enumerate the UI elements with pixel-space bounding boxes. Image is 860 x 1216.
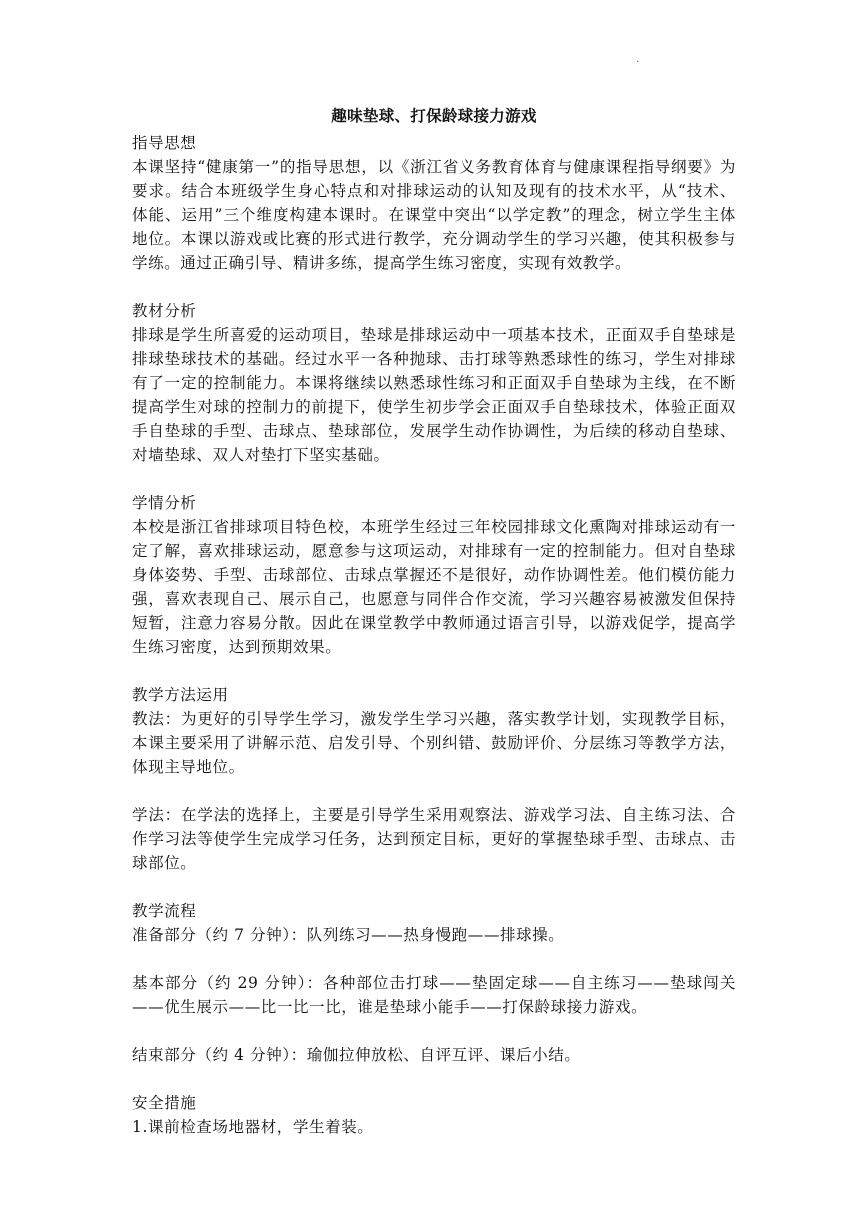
section-heading: 教学方法运用	[132, 686, 229, 704]
paragraph-gap	[132, 875, 736, 899]
section-body: 本校是浙江省排球项目特色校，本班学生经过三年校园排球文化熏陶对排球运动有一定了解，喜欢排球运动，愿意参与这项运动，对排球有一定的控制能力。但对自垫球身体姿势、手型、击球部位、击球点掌握还不是很好，动作协调性差。他们模仿能力强，喜欢表现自己、展示自己，也愿意与同伴合作交流，学习兴趣容易被激发但保持短暂，注意力容易分散。因此在课堂教学中教师通过语言引导，以游戏促学，提高学生练习密度，达到预期效果。	[132, 518, 736, 656]
paragraph-gap	[132, 1019, 736, 1043]
process-basic: 基本部分（约 29 分钟）：各种部位击打球——垫固定球——自主练习——垫球闯关 ——优生展示——比一比一比，谁是垫球小能手——打保龄球接力游戏。	[132, 974, 736, 1016]
process-preparation: 准备部分（约 7 分钟）：队列练习——热身慢跑——排球操。	[132, 926, 565, 944]
teaching-method-paragraph: 教法：为更好的引导学生学习，激发学生学习兴趣，落实教学计划，实现教学目标，本课主要采用了讲解示范、启发引导、个别纠错、鼓励评价、分层练习等教学方法，体现主导地位。	[132, 710, 736, 776]
process-ending: 结束部分（约 4 分钟）：瑜伽拉伸放松、自评互评、课后小结。	[132, 1046, 581, 1064]
section-heading: 指导思想	[132, 134, 197, 152]
paragraph-gap	[132, 1067, 736, 1091]
paragraph-gap	[132, 659, 736, 683]
section-safety	[132, 1091, 736, 1139]
section-student-analysis	[132, 491, 736, 659]
section-heading: 教学流程	[132, 902, 197, 920]
section-material-analysis	[132, 299, 736, 467]
paragraph-gap	[132, 947, 736, 971]
paragraph-gap	[132, 275, 736, 299]
section-heading: 学情分析	[132, 494, 197, 512]
section-guiding-thought	[132, 131, 736, 275]
section-teaching-process	[132, 899, 736, 1067]
document-page	[132, 100, 736, 1139]
safety-item: 1.课前检查场地器材，学生着装。	[132, 1118, 374, 1136]
learning-method-paragraph: 学法：在学法的选择上，主要是引导学生采用观察法、游戏学习法、自主练习法、合作学习法等使学生完成学习任务，达到预定目标，更好的掌握垫球手型、击球点、击球部位。	[132, 806, 736, 872]
section-body: 本课坚持“健康第一”的指导思想，以《浙江省义务教育体育与健康课程指导纲要》为要求。结合本班级学生身心特点和对排球运动的认知及现有的技术水平，从“技术、体能、运用”三个维度构建本课时。在课堂中突出“以学定教”的理念，树立学生主体地位。本课以游戏或比赛的形式进行教学，充分调动学生的学习兴趣，使其积极参与学练。通过正确引导、精讲多练，提高学生练习密度，实现有效教学。	[132, 158, 736, 272]
section-teaching-methods	[132, 683, 736, 875]
section-body: 排球是学生所喜爱的运动项目，垫球是排球运动中一项基本技术，正面双手自垫球是排球垫球技术的基础。经过水平一各种抛球、击打球等熟悉球性的练习，学生对排球有了一定的控制能力。本课将继续以熟悉球性练习和正面双手自垫球为主线，在不断提高学生对球的控制力的前提下，使学生初步学会正面双手自垫球技术，体验正面双手自垫球的手型、击球点、垫球部位，发展学生动作协调性，为后续的移动自垫球、对墙垫球、双人对垫打下坚实基础。	[132, 326, 736, 464]
page-mark: ·	[636, 57, 640, 68]
section-heading: 教材分析	[132, 302, 197, 320]
paragraph-gap	[132, 467, 736, 491]
section-heading: 安全措施	[132, 1094, 197, 1112]
document-title: 趣味垫球、打保龄球接力游戏	[331, 106, 537, 125]
paragraph-gap	[132, 779, 736, 803]
